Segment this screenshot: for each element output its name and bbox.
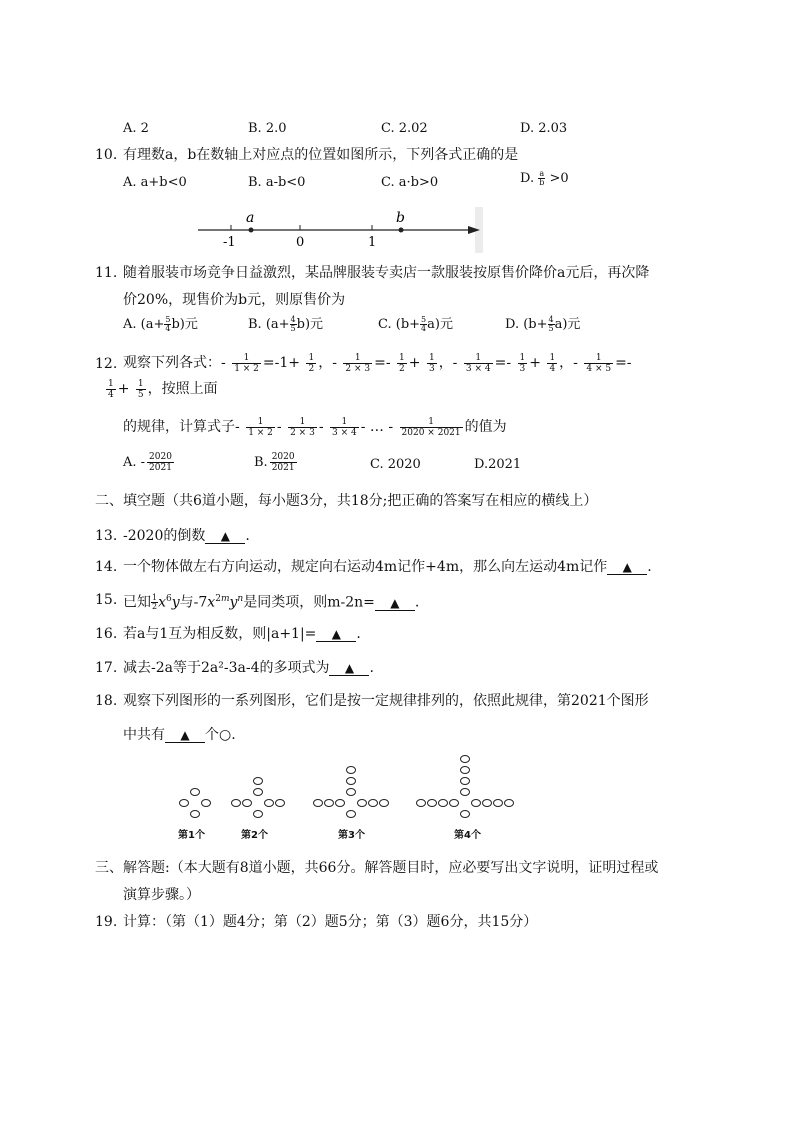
triangle-icon: ▲ xyxy=(344,661,355,675)
q12-frac-6-n: 1 xyxy=(464,353,493,364)
q12-frac-10-d: 4 xyxy=(108,389,114,400)
pattern-circle xyxy=(346,766,356,774)
q15-frac-d: 2 xyxy=(152,602,158,612)
axis-label-neg1: -1 xyxy=(223,235,236,250)
q12-frac-4-d: 2 xyxy=(399,363,405,374)
q12-expr-frac-1-n: 1 xyxy=(246,417,275,428)
q10-d-suffix: >0 xyxy=(549,171,569,186)
q12-t1: =-1+ xyxy=(262,355,301,371)
q17-post: . xyxy=(369,660,374,676)
q9-option-b: B. 2.0 xyxy=(248,121,287,136)
q10-option-c: C. a·b>0 xyxy=(381,175,439,190)
q15-number: 15. xyxy=(95,592,118,608)
pattern-circle xyxy=(460,755,470,763)
q9-option-d: D. 2.03 xyxy=(520,121,568,136)
q12-frac-8 xyxy=(547,353,557,374)
q12-frac-7-n: 1 xyxy=(519,352,526,363)
q12-frac-8-d: 4 xyxy=(549,363,556,374)
q11-a-pre: A. (a+ xyxy=(123,317,165,332)
figure-label-2: 第2个 xyxy=(241,830,268,841)
q12-expr-frac-3-d: 3 × 4 xyxy=(332,427,357,438)
q11-b-d: 5 xyxy=(290,324,296,333)
pattern-circle xyxy=(357,799,367,807)
q12-expr-frac-3 xyxy=(330,417,359,438)
q12-frac-3-n: 1 xyxy=(343,353,372,364)
q14-text: 一个物体做左右方向运动，规定向右运动4m记作+4m，那么向左运动4m记作 xyxy=(123,559,608,575)
q15-post1: 是同类项，则m-2n= xyxy=(243,594,375,611)
q12-b-pre: B. xyxy=(254,455,268,470)
q11-d-d: 5 xyxy=(548,324,554,333)
q12-frac-11-d: 5 xyxy=(137,389,144,400)
q11-option-c xyxy=(378,313,453,333)
q11-c-post: a)元 xyxy=(427,317,453,332)
pattern-circle xyxy=(242,799,252,807)
q15-answer-blank[interactable] xyxy=(375,596,415,611)
q11-number: 11. xyxy=(95,265,118,281)
q18-number: 18. xyxy=(95,693,118,709)
q15: 已知 $\frac{1}{2}$ $x^6y$与$-7x^{2m}y^n$是同类项，则m-2n= ▲ . xyxy=(123,593,420,612)
q11-option-d xyxy=(505,313,580,333)
q12-option-c: C. 2020 xyxy=(370,457,421,472)
q10-text: 有理数a，b在数轴上对应点的位置如图所示，下列各式正确的是 xyxy=(123,147,519,163)
q12-frac-5-d: 3 xyxy=(428,363,435,374)
pattern-circle xyxy=(179,799,189,807)
q12-frac-1-n: 1 xyxy=(232,353,261,364)
q10-d-den: b xyxy=(539,178,545,187)
q12-option-a xyxy=(123,452,176,473)
q12-frac-3 xyxy=(343,353,372,374)
point-b xyxy=(399,228,404,233)
q12-expr-frac-2-d: 2 × 3 xyxy=(290,427,315,438)
pattern-circle xyxy=(493,799,503,807)
pattern-circle xyxy=(253,777,263,785)
q12-expr-frac-1-d: 1 × 2 xyxy=(248,427,273,438)
q12-t8: ，- xyxy=(559,355,578,371)
q12-frac-5-n: 1 xyxy=(428,352,435,363)
triangle-icon: ▲ xyxy=(220,529,230,543)
q12-line2 xyxy=(104,377,218,401)
q12-t5: ，- xyxy=(438,355,458,371)
pattern-circle xyxy=(368,799,378,807)
q11-d-post: a)元 xyxy=(554,317,581,332)
q16-number: 16. xyxy=(95,626,118,642)
triangle-icon: ▲ xyxy=(180,728,190,742)
q12-option-d: D.2021 xyxy=(474,457,522,472)
q12-frac-1-d: 1 × 2 xyxy=(234,363,259,374)
q11-b-post: b)元 xyxy=(296,317,324,332)
q11-d-pre: D. (b+ xyxy=(505,317,548,332)
q12-line3 xyxy=(123,415,507,439)
point-a-label: a xyxy=(246,210,255,226)
q12-frac-10-n: 1 xyxy=(108,378,114,389)
q17-number: 17. xyxy=(95,660,118,676)
q12-a-n: 2020 xyxy=(149,452,172,462)
pattern-circle xyxy=(460,777,470,785)
section3-heading-line1: 三、解答题:（本大题有8道小题，共66分。解答题目时，应必要写出文字说明，证明过程或 xyxy=(95,860,659,876)
q12-t7: + xyxy=(529,355,541,371)
q11-d-frac xyxy=(548,316,555,333)
pattern-circle xyxy=(190,810,200,818)
q13-post: . xyxy=(245,528,250,544)
q18-line2 xyxy=(123,726,236,744)
figure-label-1: 第1个 xyxy=(178,830,205,841)
pattern-circle xyxy=(460,766,470,774)
q12-frac-4 xyxy=(397,353,407,374)
pattern-circle xyxy=(346,788,356,796)
q11-option-a xyxy=(123,313,198,333)
q10-number: 10. xyxy=(95,147,118,163)
q10-d-num: a xyxy=(539,169,545,178)
q12-frac-11-n: 1 xyxy=(137,378,144,389)
q12-t3: =- xyxy=(374,355,391,371)
axis-label-1: 1 xyxy=(368,235,377,250)
q13-number: 13. xyxy=(95,528,118,544)
q12-frac-9-d: 4 × 5 xyxy=(586,363,612,374)
q11-a-d: 4 xyxy=(165,324,171,333)
q16-answer-blank[interactable] xyxy=(316,627,356,642)
q9-option-a: A. 2 xyxy=(123,121,149,136)
pattern-circle xyxy=(335,799,345,807)
q11-b-frac xyxy=(290,316,297,333)
q12-frac-7-d: 3 xyxy=(519,363,526,374)
q11-c-d: 4 xyxy=(421,324,427,333)
q12-frac-2 xyxy=(306,353,316,374)
q19-text: 计算：（第（1）题4分；第（2）题5分；第（3）题6分，共15分） xyxy=(123,914,538,930)
pattern-circle xyxy=(253,788,263,796)
q11-option-b xyxy=(248,313,323,333)
figure-label-4: 第4个 xyxy=(454,830,481,841)
q18-answer-blank[interactable] xyxy=(165,728,205,743)
q12-frac-2-d: 2 xyxy=(308,363,315,374)
q12-frac-11 xyxy=(136,379,146,400)
q12-t9: =- xyxy=(615,355,632,371)
point-b-label: b xyxy=(396,210,405,226)
figure-label-3: 第3个 xyxy=(338,830,365,841)
q12-expr-frac-1 xyxy=(246,417,275,438)
pattern-circle xyxy=(253,810,263,818)
q12-line1 xyxy=(123,351,632,375)
q12-frac-6 xyxy=(464,353,493,374)
section3-heading-line2: 演算步骤。） xyxy=(123,887,200,903)
q12-frac-10 xyxy=(106,379,116,400)
q12-expr-frac-4-d: 2020 × 2021 xyxy=(401,427,461,438)
q12-a-frac xyxy=(147,452,174,473)
q12-t11: ，按照上面 xyxy=(147,381,218,397)
pattern-circle xyxy=(190,788,200,796)
q12-intro: 观察下列各式：- xyxy=(123,355,226,371)
q11-line2: 价20%，现售价为b元，则原售价为 xyxy=(123,292,346,308)
pattern-circle xyxy=(438,799,448,807)
q10-d-fraction xyxy=(538,170,545,187)
q11-b-n: 4 xyxy=(290,315,296,324)
q15-frac-n: 1 xyxy=(152,593,158,603)
q17-text: 减去-2a等于2a²-3a-4的多项式为 xyxy=(123,660,330,676)
q11-d-n: 4 xyxy=(548,315,554,324)
q12-s3: - … - xyxy=(360,419,394,435)
point-a xyxy=(249,228,254,233)
q18-line1: 观察下列图形的一系列图形，它们是按一定规律排列的，依照此规律，第2021个图形 xyxy=(123,693,649,709)
pattern-circle xyxy=(449,799,459,807)
triangle-icon: ▲ xyxy=(390,595,400,610)
q15-mid: 与-7 xyxy=(179,594,208,611)
q16-text: 若a与1互为相反数，则|a+1|= xyxy=(123,626,317,642)
q12-line3-post: 的值为 xyxy=(464,419,507,435)
q16-post: . xyxy=(356,626,361,642)
q12-frac-9 xyxy=(584,353,613,374)
pattern-circle xyxy=(416,799,426,807)
q12-frac-6-d: 3 × 4 xyxy=(465,363,491,374)
triangle-icon: ▲ xyxy=(622,560,632,574)
q12-b-d: 2021 xyxy=(271,463,295,473)
q12-frac-3-d: 2 × 3 xyxy=(345,363,371,374)
q11-b-pre: B. (a+ xyxy=(248,317,290,332)
pattern-circle xyxy=(264,799,274,807)
axis-label-0: 0 xyxy=(296,235,305,250)
q10-d-prefix: D. xyxy=(520,171,535,186)
q12-s2: - xyxy=(318,419,324,435)
q12-s1: - xyxy=(276,419,282,435)
pattern-circle xyxy=(460,788,470,796)
q12-expr-frac-4 xyxy=(400,417,463,438)
q17 xyxy=(123,659,374,677)
q12-frac-2-n: 1 xyxy=(308,352,315,363)
q12-number: 12. xyxy=(95,356,118,372)
q16 xyxy=(123,625,361,643)
q12-b-frac xyxy=(270,452,297,473)
q12-frac-1 xyxy=(232,353,261,374)
q13-answer-blank[interactable] xyxy=(205,529,245,544)
triangle-icon: ▲ xyxy=(331,627,342,641)
q14-number: 14. xyxy=(95,559,118,575)
q17-answer-blank[interactable] xyxy=(329,661,369,676)
q15-pre: 已知 xyxy=(123,594,151,611)
q18-line2-post: 个○. xyxy=(205,727,236,743)
pattern-circle xyxy=(427,799,437,807)
q11-a-n: 5 xyxy=(165,315,171,324)
pattern-circle xyxy=(324,799,334,807)
q12-expr-frac-2-n: 1 xyxy=(288,417,317,428)
q11-c-n: 5 xyxy=(421,315,427,324)
q12-frac-7 xyxy=(518,353,528,374)
q12-frac-9-n: 1 xyxy=(584,353,613,364)
q12-t4: + xyxy=(408,355,421,371)
pattern-circle xyxy=(460,810,470,818)
q12-frac-4-n: 1 xyxy=(399,352,405,363)
q12-frac-5 xyxy=(427,353,437,374)
q10-option-b: B. a-b<0 xyxy=(248,175,306,190)
q12-t6: =- xyxy=(494,355,512,371)
q12-line3-pre: 的规律，计算式子- xyxy=(123,419,240,435)
pattern-circle xyxy=(275,799,285,807)
q13 xyxy=(123,527,250,545)
pattern-circle xyxy=(346,810,356,818)
q10-option-d xyxy=(520,170,569,187)
q10-option-a: A. a+b<0 xyxy=(123,175,187,190)
pattern-circle xyxy=(201,799,211,807)
q12-expr-frac-2 xyxy=(288,417,317,438)
pattern-circle xyxy=(346,777,356,785)
pattern-circle xyxy=(482,799,492,807)
q12-expr-frac-4-n: 1 xyxy=(400,417,463,428)
pattern-circle xyxy=(231,799,241,807)
pattern-circle xyxy=(504,799,514,807)
q9-option-c: C. 2.02 xyxy=(381,121,428,136)
pattern-circle xyxy=(313,799,323,807)
q11-line1: 随着服装市场竞争日益激烈，某品牌服装专卖店一款服装按原售价降价a元后，再次降 xyxy=(123,265,650,281)
q19-number: 19. xyxy=(95,914,118,930)
q15-post: . xyxy=(414,594,420,611)
q12-t2: ，- xyxy=(318,355,337,371)
q12-t10: + xyxy=(117,381,130,397)
q11-c-pre: C. (b+ xyxy=(378,317,421,332)
q12-option-b xyxy=(254,452,299,473)
q11-a-post: b)元 xyxy=(171,317,198,332)
q12-a-d: 2021 xyxy=(149,463,172,473)
number-line-figure xyxy=(190,205,490,255)
q14-post: . xyxy=(647,559,652,575)
pattern-circle xyxy=(379,799,389,807)
q14 xyxy=(123,558,652,576)
q12-frac-8-n: 1 xyxy=(549,352,556,363)
q12-expr-frac-3-n: 1 xyxy=(330,417,359,428)
q18-line2-pre: 中共有 xyxy=(123,727,165,743)
q12-b-n: 2020 xyxy=(271,452,295,462)
q14-answer-blank[interactable] xyxy=(607,560,647,575)
q12-a-pre: A. - xyxy=(123,455,146,470)
pattern-circle xyxy=(471,799,481,807)
q13-text: -2020的倒数 xyxy=(123,528,206,544)
section2-heading: 二、填空题（共6道小题，每小题3分，共18分;把正确的答案写在相应的横线上） xyxy=(95,493,598,509)
